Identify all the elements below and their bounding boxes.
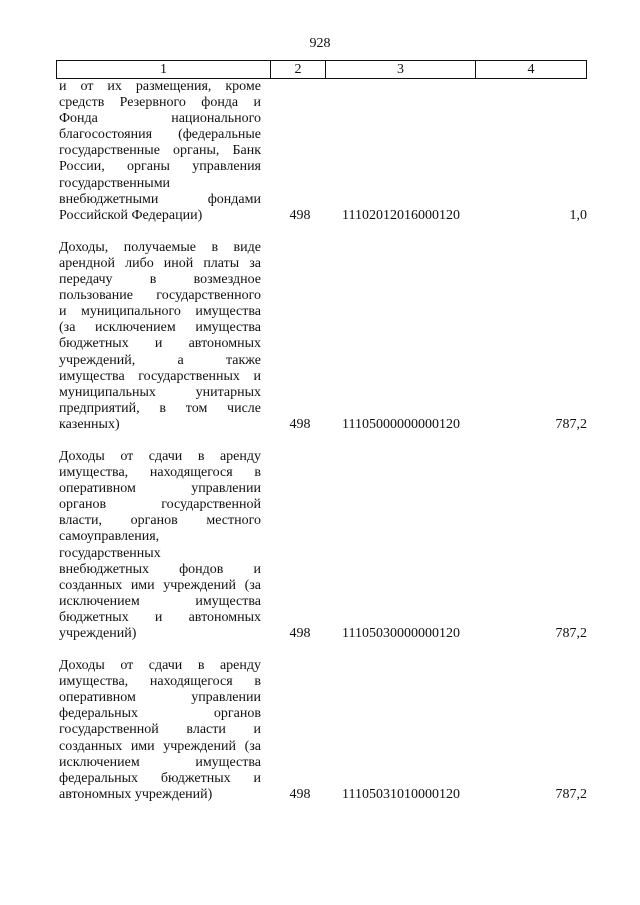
row-description (59, 240, 261, 433)
row-description (59, 79, 261, 224)
description-line: имущества государственных и (59, 368, 261, 384)
column-header-row (56, 60, 587, 79)
description-line: бюджетных и автономных (59, 609, 261, 625)
description-line: государственных (59, 545, 161, 561)
description-line: бюджетных и автономных (59, 336, 261, 352)
description-line: федеральных органов (59, 706, 261, 722)
description-line: автономных учреждений) (59, 786, 213, 802)
column-header-4: 4 (476, 61, 587, 79)
description-line: и от их размещения, кроме (59, 79, 261, 94)
description-line: органов государственной (59, 497, 261, 513)
description-line: муниципальных унитарных (59, 384, 261, 400)
description-line: учреждений, а также (59, 352, 261, 368)
row-amount: 1,0 (569, 207, 587, 223)
description-line: исключением имущества (59, 754, 261, 770)
description-line: средств Резервного фонда и (59, 95, 261, 111)
description-line: учреждений) (59, 626, 137, 641)
description-line: созданных ими учреждений (за (59, 738, 261, 754)
row-budget-code: 11102012016000120 (342, 207, 460, 223)
description-line: федеральных бюджетных и (59, 770, 261, 786)
description-line: внебюджетными фондами (59, 191, 261, 207)
page-number: 928 (309, 36, 331, 51)
row-amount: 787,2 (555, 626, 587, 641)
description-line: (за исключением имущества (59, 320, 261, 336)
description-line: государственной власти и (59, 722, 261, 738)
description-line: передачу в возмездное (59, 272, 261, 288)
description-line: Доходы от сдачи в аренду (59, 448, 261, 464)
column-header-1: 1 (57, 61, 271, 79)
row-admin-code: 498 (289, 626, 311, 641)
description-line: предприятий, в том числе (59, 400, 261, 416)
description-line: внебюджетных фондов и (59, 561, 261, 577)
row-budget-code: 11105000000000120 (342, 416, 460, 432)
description-line: имущества, находящегося в (59, 465, 261, 481)
row-admin-code: 498 (289, 786, 311, 802)
description-line: казенных) (59, 416, 120, 432)
description-line: пользование государственного (59, 288, 261, 304)
row-budget-code: 11105030000000120 (342, 626, 460, 641)
column-header-2: 2 (271, 61, 326, 79)
row-budget-code: 11105031010000120 (342, 786, 460, 802)
row-admin-code: 498 (289, 207, 311, 223)
description-line: власти, органов местного (59, 513, 261, 529)
row-description (59, 449, 261, 642)
description-line: арендной либо иной платы за (59, 255, 261, 271)
table-row (59, 449, 587, 642)
column-header-3: 3 (326, 61, 476, 79)
description-line: Доходы, получаемые в виде (59, 239, 261, 255)
description-line: благосостояния (федеральные (59, 127, 261, 143)
description-line: оперативном управлении (59, 481, 261, 497)
description-line: Фонда национального (59, 111, 261, 127)
description-line: государственные органы, Банк (59, 143, 261, 159)
description-line: и муниципального имущества (59, 304, 261, 320)
description-line: созданных ими учреждений (за (59, 577, 261, 593)
description-line: России, органы управления (59, 159, 261, 175)
row-admin-code: 498 (289, 416, 311, 432)
row-description (59, 658, 261, 803)
row-amount: 787,2 (555, 416, 587, 432)
description-line: Российской Федерации) (59, 207, 203, 223)
description-line: государственными (59, 175, 171, 191)
table-body (59, 79, 587, 819)
description-line: исключением имущества (59, 593, 261, 609)
description-line: оперативном управлении (59, 690, 261, 706)
row-amount: 787,2 (555, 786, 587, 802)
table-row (59, 240, 587, 433)
table-row (59, 658, 587, 803)
description-line: Доходы от сдачи в аренду (59, 658, 261, 674)
description-line: имущества, находящегося в (59, 674, 261, 690)
table-row (59, 79, 587, 224)
description-line: самоуправления, (59, 529, 160, 545)
